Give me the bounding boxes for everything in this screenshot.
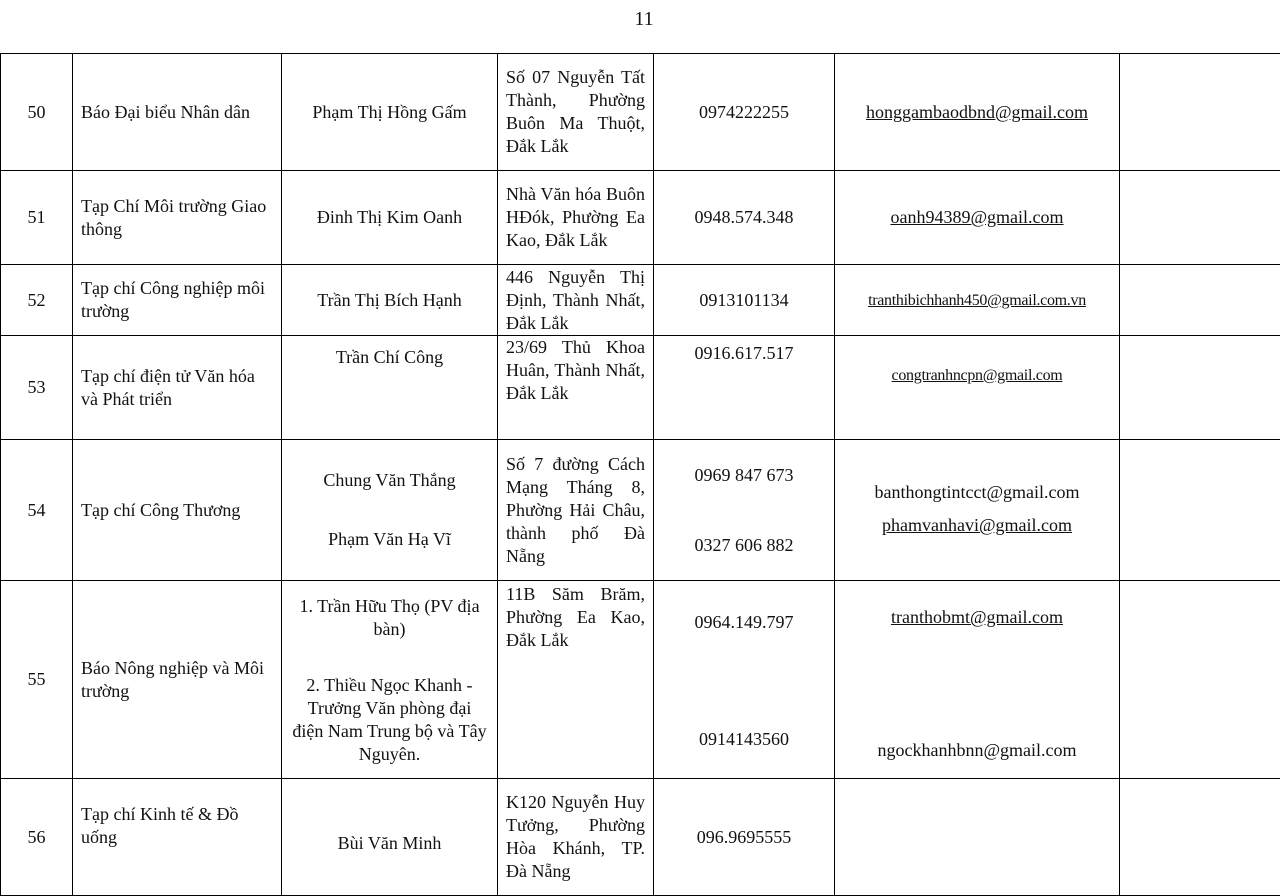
organization-cell: Tạp chí Công nghiệp môi trường — [73, 265, 282, 336]
organization-cell: Tạp chí Kinh tế & Đồ uống — [73, 779, 282, 896]
contact-person-2: 2. Thiều Ngọc Khanh - Trưởng Văn phòng đại điện Nam Trung bộ và Tây Nguyên. — [290, 674, 489, 766]
email-cell — [835, 581, 1120, 779]
contact-person-cell — [282, 440, 498, 581]
email-cell — [835, 171, 1120, 265]
row-number: 51 — [1, 171, 73, 265]
phone-1: 0969 847 673 — [662, 464, 826, 487]
phone-cell: 096.9695555 — [654, 779, 835, 896]
email-cell — [835, 336, 1120, 440]
table-row — [1, 440, 1280, 581]
contact-person-cell: Phạm Thị Hồng Gấm — [282, 54, 498, 171]
page-number: 11 — [0, 7, 1280, 31]
contact-person-cell — [282, 581, 498, 779]
organization-cell: Tạp chí Công Thương — [73, 440, 282, 581]
contacts-table — [0, 53, 1280, 896]
email-link[interactable]: tranthobmt@gmail.com — [891, 607, 1063, 627]
table-row — [1, 336, 1280, 440]
contact-person-2: Phạm Văn Hạ Vĩ — [290, 528, 489, 551]
address-cell: Số 7 đường Cách Mạng Tháng 8, Phường Hải Châu, thành phố Đà Nẵng — [498, 440, 654, 581]
organization-cell: Tạp chí điện tử Văn hóa và Phát triển — [73, 336, 282, 440]
contact-person-cell: Trần Thị Bích Hạnh — [282, 265, 498, 336]
table-row — [1, 779, 1280, 896]
email-link[interactable]: tranthibichhanh450@gmail.com.vn — [868, 292, 1086, 309]
contact-person-cell: Bùi Văn Minh — [282, 779, 498, 896]
phone-cell: 0916.617.517 — [654, 336, 835, 440]
notes-cell — [1120, 581, 1280, 779]
notes-cell — [1120, 54, 1280, 171]
phone-2: 0327 606 882 — [662, 534, 826, 557]
email-cell — [835, 440, 1120, 581]
contact-person-1: 1. Trần Hữu Thọ (PV địa bàn) — [290, 595, 489, 641]
phone-1: 0964.149.797 — [662, 611, 826, 634]
address-cell: 11B Săm Brăm, Phường Ea Kao, Đắk Lắk — [498, 581, 654, 779]
email-cell — [835, 54, 1120, 171]
table-row — [1, 581, 1280, 779]
row-number: 50 — [1, 54, 73, 171]
organization-cell: Tạp Chí Môi trường Giao thông — [73, 171, 282, 265]
row-number: 56 — [1, 779, 73, 896]
email-link[interactable]: honggambaodbnd@gmail.com — [866, 102, 1088, 122]
table-row — [1, 171, 1280, 265]
phone-cell — [654, 440, 835, 581]
email-link[interactable]: phamvanhavi@gmail.com — [882, 515, 1072, 535]
email-2: ngockhanhbnn@gmail.com — [843, 739, 1111, 762]
table-row — [1, 265, 1280, 336]
notes-cell — [1120, 336, 1280, 440]
table-row — [1, 54, 1280, 171]
address-cell: Số 07 Nguyễn Tất Thành, Phường Buôn Ma Thuột, Đắk Lắk — [498, 54, 654, 171]
phone-cell: 0974222255 — [654, 54, 835, 171]
address-cell: 446 Nguyễn Thị Định, Thành Nhất, Đắk Lắk — [498, 265, 654, 336]
row-number: 55 — [1, 581, 73, 779]
phone-2: 0914143560 — [662, 728, 826, 751]
contact-person-cell: Đinh Thị Kim Oanh — [282, 171, 498, 265]
email-link[interactable]: congtranhncpn@gmail.com — [892, 367, 1063, 384]
phone-cell — [654, 581, 835, 779]
row-number: 52 — [1, 265, 73, 336]
email-1: banthongtintcct@gmail.com — [843, 481, 1111, 504]
row-number: 53 — [1, 336, 73, 440]
email-cell — [835, 779, 1120, 896]
address-cell: 23/69 Thủ Khoa Huân, Thành Nhất, Đắk Lắk — [498, 336, 654, 440]
email-link[interactable]: oanh94389@gmail.com — [890, 207, 1063, 227]
organization-cell: Báo Đại biểu Nhân dân — [73, 54, 282, 171]
contact-person-1: Chung Văn Thắng — [290, 469, 489, 492]
phone-cell: 0948.574.348 — [654, 171, 835, 265]
notes-cell — [1120, 171, 1280, 265]
organization-cell: Báo Nông nghiệp và Môi trường — [73, 581, 282, 779]
row-number: 54 — [1, 440, 73, 581]
address-cell: Nhà Văn hóa Buôn HĐók, Phường Ea Kao, Đắk Lắk — [498, 171, 654, 265]
phone-cell: 0913101134 — [654, 265, 835, 336]
contact-person-cell: Trần Chí Công — [282, 336, 498, 440]
email-cell — [835, 265, 1120, 336]
notes-cell — [1120, 265, 1280, 336]
address-cell: K120 Nguyễn Huy Tưởng, Phường Hòa Khánh, TP. Đà Nẵng — [498, 779, 654, 896]
notes-cell — [1120, 440, 1280, 581]
notes-cell — [1120, 779, 1280, 896]
